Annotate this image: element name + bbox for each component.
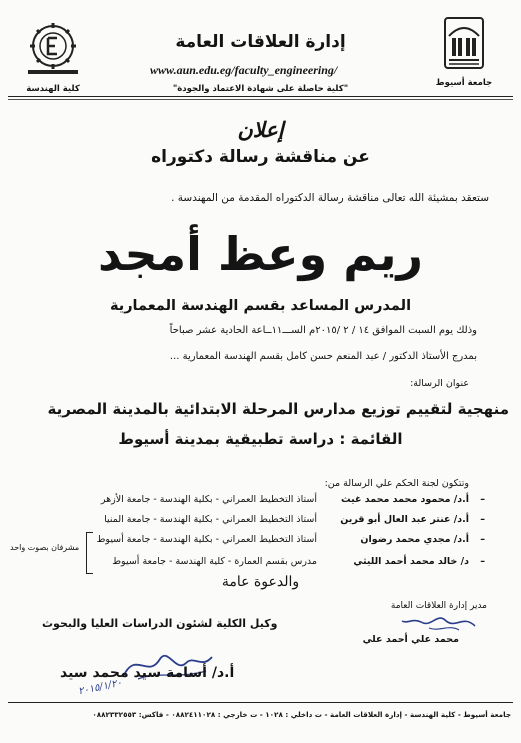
member-name: أ.د/ عنتر عبد العال أبو قرين xyxy=(340,514,469,525)
announcement-intro: ستعقد بمشيئة الله تعالى مناقشة رسالة الدكتوراه المقدمة من المهندسة . xyxy=(171,192,489,204)
footer-contact: جامعة أسيوط - كلية الهندسة - إدارة العلاقات العامة - ت داخلي : ١٠٢٨ - ت خارجي : ٠٨٨٢٤١١٠٢٨ - فاكس: ٠٨٨٢٣٣٢٥٥٣ xyxy=(92,710,511,719)
member-name: أ.د/ محمود محمد محمد غيث xyxy=(341,494,469,505)
announcement-heading: إعلان xyxy=(237,117,284,142)
committee-member xyxy=(27,534,487,550)
website-url: www.aun.edu.eg/faculty_engineering/ xyxy=(150,63,338,77)
accreditation-note: "كلية حاصلة على شهادة الاعتماد والجودة" xyxy=(172,84,349,94)
candidate-position: المدرس المساعد بقسم الهندسة المعمارية xyxy=(109,298,412,314)
pr-director-title: مدير إدارة العلاقات العامة xyxy=(390,601,487,611)
member-description: أستاذ التخطيط العمراني - بكلية الهندسة - جامعة أسيوط xyxy=(96,534,317,545)
vice-dean-title: وكيل الكلية لشئون الدراسات العليا والبحوث xyxy=(42,617,278,630)
header-divider-thin xyxy=(8,99,513,100)
pr-director-name: محمد علي أحمد علي xyxy=(362,634,459,645)
vice-dean-name: أ.د/ أسامة سيد محمد سيد xyxy=(60,665,235,681)
header-divider xyxy=(8,96,513,97)
member-description: أستاذ التخطيط العمراني - بكلية الهندسة - جامعة المنيا xyxy=(104,514,317,525)
supervisors-note: مشرفان بصوت واحد xyxy=(10,543,80,552)
footer-divider xyxy=(8,702,513,703)
university-logo-label: جامعة أسيوط xyxy=(435,78,493,88)
member-bullet: – xyxy=(480,534,485,545)
candidate-name: ريم وعظ أمجد xyxy=(97,227,424,281)
defense-venue: بمدرج الأستاذ الدكتور / عبد المنعم حسن كامل بقسم الهندسة المعمارية ... xyxy=(169,351,477,362)
thesis-title-line2: القائمة : دراسة تطبيقية بمدينة أسيوط xyxy=(118,430,403,448)
handwritten-date: ٢٠١٥/١/٢٠ xyxy=(77,677,124,698)
member-description: مدرس بقسم العمارة - كلية الهندسة - جامعة أسيوط xyxy=(112,556,317,567)
committee-member xyxy=(27,514,487,530)
committee-member xyxy=(27,556,487,572)
committee-intro: وتتكون لجنة الحكم علي الرسالة من: xyxy=(324,478,469,489)
supervisors-bracket xyxy=(86,532,93,574)
committee-member xyxy=(27,494,487,510)
thesis-label: عنوان الرسالة: xyxy=(410,378,469,389)
announcement-subject: عن مناقشة رسالة دكتوراه xyxy=(151,147,370,167)
faculty-logo xyxy=(22,22,84,94)
office-title: إدارة العلاقات العامة xyxy=(175,32,346,52)
pr-director-signature xyxy=(399,612,479,634)
thesis-title-line1: منهجية لتقييم توزيع مدارس المرحلة الابتدائية بالمدينة المصرية xyxy=(47,400,509,418)
member-bullet: – xyxy=(480,556,485,567)
faculty-logo-label: كلية الهندسة xyxy=(26,84,80,94)
member-bullet: – xyxy=(480,494,485,505)
member-name: د/ خالد محمد أحمد الليثي xyxy=(353,556,469,567)
public-invitation: والدعوة عامة xyxy=(221,574,300,590)
member-name: أ.د/ مجدي محمد رضوان xyxy=(360,534,469,545)
defense-schedule: وذلك يوم السبت الموافق ١٤ / ٢ /٢٠١٥م الســـ١١ــاعة الحادية عشر صباحاً xyxy=(169,325,477,336)
member-description: أستاذ التخطيط العمراني - بكلية الهندسة - جامعة الأزهر xyxy=(100,494,317,505)
member-bullet: – xyxy=(480,514,485,525)
